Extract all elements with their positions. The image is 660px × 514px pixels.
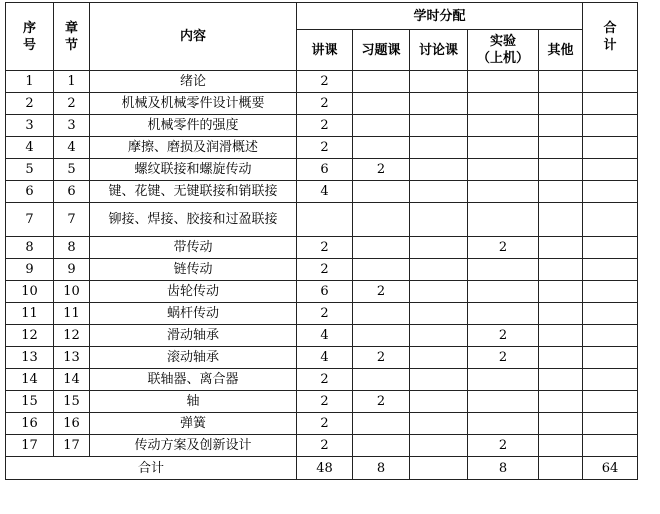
cell-discussion [410, 93, 468, 115]
cell-other [539, 303, 583, 325]
cell-lecture: 2 [297, 93, 353, 115]
cell-seq: 3 [6, 115, 54, 137]
totals-discussion [410, 457, 468, 480]
header-exercise: 习题课 [353, 30, 410, 71]
cell-discussion [410, 413, 468, 435]
cell-discussion [410, 281, 468, 303]
cell-content: 带传动 [90, 237, 297, 259]
cell-other [539, 181, 583, 203]
header-total [583, 3, 638, 71]
cell-lab [468, 115, 539, 137]
totals-exercise: 8 [353, 457, 410, 480]
header-total-line2: 计 [603, 37, 617, 53]
table-row [6, 115, 638, 137]
cell-discussion [410, 159, 468, 181]
cell-content: 铆接、焊接、胶接和过盈联接 [90, 203, 297, 237]
cell-lecture [297, 203, 353, 237]
cell-lecture: 2 [297, 259, 353, 281]
cell-seq: 6 [6, 181, 54, 203]
header-discussion: 讨论课 [410, 30, 468, 71]
cell-other [539, 159, 583, 181]
cell-chapter: 14 [54, 369, 90, 391]
table-row [6, 413, 638, 435]
cell-chapter: 2 [54, 93, 90, 115]
header-lab [468, 30, 539, 71]
cell-exercise [353, 115, 410, 137]
table-row [6, 369, 638, 391]
cell-exercise [353, 303, 410, 325]
cell-total [583, 93, 638, 115]
cell-lab [468, 181, 539, 203]
cell-chapter: 16 [54, 413, 90, 435]
cell-lab: 2 [468, 347, 539, 369]
header-lab-line1: 实验 [489, 34, 516, 49]
header-seq-line1: 序 [22, 20, 36, 36]
cell-exercise [353, 413, 410, 435]
cell-exercise: 2 [353, 347, 410, 369]
cell-lab: 2 [468, 237, 539, 259]
cell-total [583, 259, 638, 281]
cell-other [539, 281, 583, 303]
cell-total [583, 347, 638, 369]
totals-lab: 8 [468, 457, 539, 480]
cell-total [583, 203, 638, 237]
cell-seq: 7 [6, 203, 54, 237]
cell-other [539, 115, 583, 137]
cell-lecture: 6 [297, 281, 353, 303]
cell-total [583, 413, 638, 435]
cell-discussion [410, 115, 468, 137]
header-content: 内容 [90, 3, 297, 71]
cell-total [583, 237, 638, 259]
header-chapter-line2: 节 [64, 37, 78, 53]
cell-other [539, 347, 583, 369]
cell-total [583, 181, 638, 203]
cell-content: 螺纹联接和螺旋传动 [90, 159, 297, 181]
header-lecture: 讲课 [297, 30, 353, 71]
header-other: 其他 [539, 30, 583, 71]
cell-seq: 14 [6, 369, 54, 391]
cell-lab [468, 413, 539, 435]
cell-discussion [410, 325, 468, 347]
cell-content: 链传动 [90, 259, 297, 281]
table-row [6, 435, 638, 457]
cell-lab [468, 259, 539, 281]
cell-lecture: 4 [297, 325, 353, 347]
cell-lecture: 4 [297, 181, 353, 203]
cell-exercise [353, 93, 410, 115]
cell-chapter: 8 [54, 237, 90, 259]
course-hours-table [5, 2, 638, 480]
cell-lecture: 6 [297, 159, 353, 181]
cell-other [539, 325, 583, 347]
table-row [6, 281, 638, 303]
cell-discussion [410, 303, 468, 325]
table-row [6, 391, 638, 413]
cell-chapter: 3 [54, 115, 90, 137]
cell-exercise: 2 [353, 281, 410, 303]
cell-exercise: 2 [353, 391, 410, 413]
cell-lab: 2 [468, 325, 539, 347]
cell-chapter: 17 [54, 435, 90, 457]
table-body [6, 3, 638, 480]
cell-chapter: 9 [54, 259, 90, 281]
cell-total [583, 325, 638, 347]
header-hours-group: 学时分配 [297, 3, 583, 30]
cell-seq: 11 [6, 303, 54, 325]
table-row [6, 347, 638, 369]
cell-seq: 10 [6, 281, 54, 303]
cell-seq: 8 [6, 237, 54, 259]
cell-total [583, 369, 638, 391]
cell-lab: 2 [468, 435, 539, 457]
table-row [6, 237, 638, 259]
cell-discussion [410, 435, 468, 457]
cell-content: 传动方案及创新设计 [90, 435, 297, 457]
cell-lab [468, 369, 539, 391]
cell-chapter: 6 [54, 181, 90, 203]
cell-lab [468, 71, 539, 93]
totals-label: 合计 [6, 457, 297, 480]
header-lab-line2: （上机） [476, 51, 529, 66]
cell-discussion [410, 369, 468, 391]
cell-discussion [410, 181, 468, 203]
table-row [6, 93, 638, 115]
cell-chapter: 11 [54, 303, 90, 325]
cell-other [539, 71, 583, 93]
cell-lab [468, 93, 539, 115]
header-seq [6, 3, 54, 71]
cell-total [583, 435, 638, 457]
cell-seq: 9 [6, 259, 54, 281]
cell-content: 摩擦、磨损及润滑概述 [90, 137, 297, 159]
cell-seq: 2 [6, 93, 54, 115]
cell-seq: 12 [6, 325, 54, 347]
cell-lecture: 2 [297, 115, 353, 137]
cell-content: 蜗杆传动 [90, 303, 297, 325]
table-row [6, 181, 638, 203]
table-row [6, 203, 638, 237]
cell-other [539, 237, 583, 259]
cell-total [583, 281, 638, 303]
cell-lecture: 2 [297, 435, 353, 457]
cell-exercise [353, 259, 410, 281]
cell-other [539, 369, 583, 391]
header-row-1 [6, 3, 638, 30]
header-chapter-line1: 章 [64, 20, 78, 36]
cell-discussion [410, 237, 468, 259]
table-row [6, 325, 638, 347]
cell-seq: 1 [6, 71, 54, 93]
table-row [6, 71, 638, 93]
cell-exercise [353, 237, 410, 259]
cell-exercise [353, 203, 410, 237]
cell-discussion [410, 203, 468, 237]
cell-content: 绪论 [90, 71, 297, 93]
cell-total [583, 159, 638, 181]
cell-lecture: 2 [297, 303, 353, 325]
totals-row [6, 457, 638, 480]
cell-seq: 16 [6, 413, 54, 435]
cell-total [583, 71, 638, 93]
cell-other [539, 259, 583, 281]
cell-seq: 13 [6, 347, 54, 369]
cell-discussion [410, 137, 468, 159]
cell-total [583, 137, 638, 159]
cell-discussion [410, 259, 468, 281]
cell-chapter: 4 [54, 137, 90, 159]
totals-lecture: 48 [297, 457, 353, 480]
cell-content: 弹簧 [90, 413, 297, 435]
cell-discussion [410, 71, 468, 93]
cell-discussion [410, 391, 468, 413]
cell-total [583, 303, 638, 325]
cell-lab [468, 137, 539, 159]
cell-total [583, 391, 638, 413]
cell-exercise [353, 71, 410, 93]
table-row [6, 303, 638, 325]
cell-lecture: 2 [297, 71, 353, 93]
cell-chapter: 1 [54, 71, 90, 93]
cell-exercise [353, 369, 410, 391]
cell-content: 滑动轴承 [90, 325, 297, 347]
cell-lecture: 2 [297, 137, 353, 159]
totals-other [539, 457, 583, 480]
cell-chapter: 12 [54, 325, 90, 347]
table-row [6, 259, 638, 281]
cell-other [539, 413, 583, 435]
table-row [6, 159, 638, 181]
cell-content: 联轴器、离合器 [90, 369, 297, 391]
header-chapter [54, 3, 90, 71]
cell-lab [468, 281, 539, 303]
cell-seq: 5 [6, 159, 54, 181]
cell-other [539, 203, 583, 237]
cell-exercise [353, 325, 410, 347]
cell-lab [468, 203, 539, 237]
cell-discussion [410, 347, 468, 369]
cell-exercise [353, 181, 410, 203]
cell-chapter: 15 [54, 391, 90, 413]
cell-lecture: 2 [297, 413, 353, 435]
cell-lecture: 2 [297, 369, 353, 391]
cell-chapter: 5 [54, 159, 90, 181]
cell-lecture: 4 [297, 347, 353, 369]
cell-content: 轴 [90, 391, 297, 413]
cell-content: 齿轮传动 [90, 281, 297, 303]
cell-exercise [353, 435, 410, 457]
cell-other [539, 391, 583, 413]
cell-lab [468, 303, 539, 325]
cell-exercise: 2 [353, 159, 410, 181]
cell-exercise [353, 137, 410, 159]
cell-seq: 17 [6, 435, 54, 457]
cell-content: 键、花键、无键联接和销联接 [90, 181, 297, 203]
header-total-line1: 合 [603, 20, 617, 36]
cell-other [539, 93, 583, 115]
cell-lab [468, 159, 539, 181]
cell-lecture: 2 [297, 237, 353, 259]
table-row [6, 137, 638, 159]
cell-chapter: 7 [54, 203, 90, 237]
cell-content: 机械零件的强度 [90, 115, 297, 137]
cell-seq: 4 [6, 137, 54, 159]
header-seq-line2: 号 [22, 37, 36, 53]
cell-chapter: 13 [54, 347, 90, 369]
totals-total: 64 [583, 457, 638, 480]
cell-lecture: 2 [297, 391, 353, 413]
cell-other [539, 137, 583, 159]
cell-seq: 15 [6, 391, 54, 413]
cell-content: 滚动轴承 [90, 347, 297, 369]
cell-content: 机械及机械零件设计概要 [90, 93, 297, 115]
cell-chapter: 10 [54, 281, 90, 303]
cell-lab [468, 391, 539, 413]
cell-other [539, 435, 583, 457]
cell-total [583, 115, 638, 137]
